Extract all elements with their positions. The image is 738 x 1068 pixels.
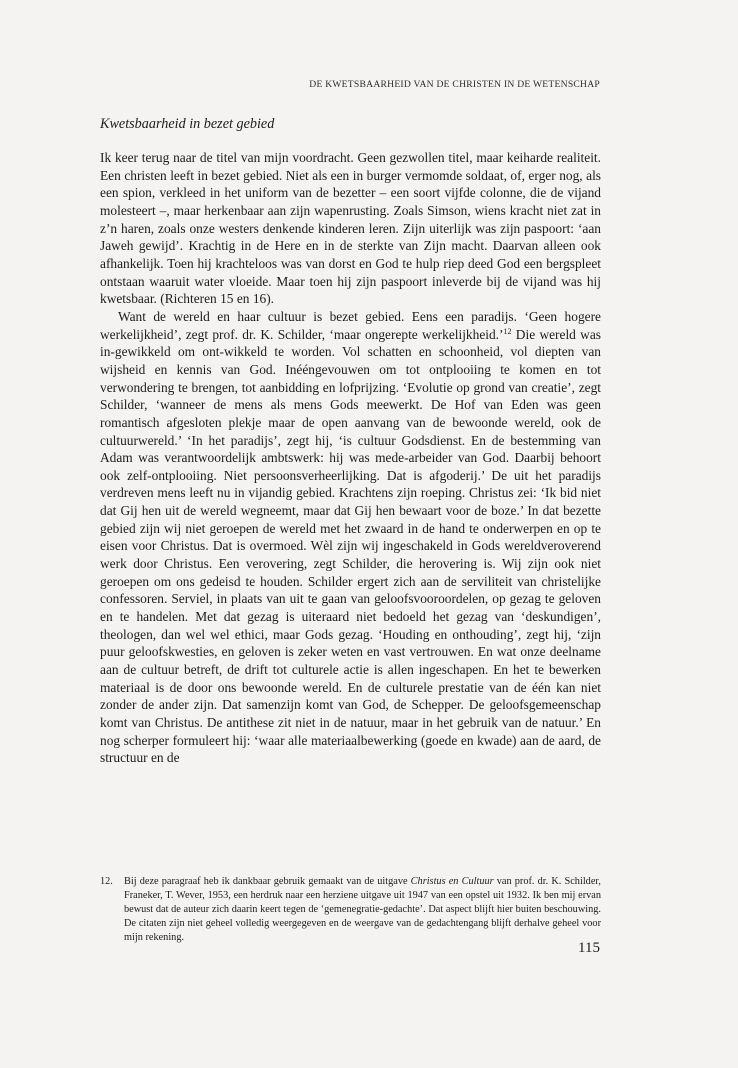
footnote-text	[124, 875, 601, 945]
footnote-number: 12.	[100, 876, 113, 887]
footnote-text-end: van prof. dr. K. Schilder, Franeker, T. Wever, 1953, een herdruk naar een herziene uitgave uit 1947 van een opstel uit 1932. Ik ben mij ervan bewust dat de auteur zich daarin keert tegen de ‘gemenegratie-gedachte’. Dat aspect blijft hier buiten beschouwing. De citaten zijn niet geheel volledig weergegeven en de weergave van de gedachtengang blijft derhalve geheel voor mijn rekening.	[124, 876, 601, 943]
paragraph-2	[100, 308, 601, 767]
footnote-12	[100, 875, 601, 945]
footnote-text-start: Bij deze paragraaf heb ik dankbaar gebruik gemaakt van de uitgave	[124, 876, 411, 887]
running-head: DE KWETSBAARHEID VAN DE CHRISTEN IN DE WETENSCHAP	[309, 79, 600, 90]
footnote-book-title: Christus en Cultuur	[410, 876, 494, 887]
footnote-reference[interactable]: 12	[503, 326, 512, 336]
body-text	[100, 149, 601, 767]
paragraph-2-text-a: Want de wereld en haar cultuur is bezet gebied. Eens een paradijs. ‘Geen hogere werkelijkheid’, zegt prof. dr. K. Schilder, ‘maar ongerepte werkelijkheid.’	[100, 308, 601, 342]
section-title: Kwetsbaarheid in bezet gebied	[100, 116, 275, 132]
paragraph-1: Ik keer terug naar de titel van mijn voordracht. Geen gezwollen titel, maar keiharde realiteit. Een christen leeft in bezet gebied. Niet als een in burger vermomde soldaat, of, erger nog, als een spion, verkleed in het uniform van de bezetter – een soort vijfde colonne, die de vijand molesteert –, maar herkenbaar aan zijn wapenrusting. Zoals Simson, wiens kracht niet zat in z’n haren, zoals onze westers denkende kinderen leren. Zijn uiterlijk was zijn paspoort: ‘aan Jaweh gewijd’. Krachtig in de Here en in de sterkte van Zijn macht. Daarvan alleen ook afhankelijk. Toen hij krachteloos was van dorst en God te hulp riep deed God een bergspleet ontstaan waaruit water vloeide. Maar toen hij zijn paspoort inleverde bij de vijand was hij kwetsbaar. (Richteren 15 en 16).	[100, 150, 601, 307]
page-number: 115	[578, 940, 600, 956]
paragraph-2-text-b: Die wereld was in-gewikkeld om ont-wikkeld te worden. Vol schatten en schoonheid, vol diepten van wijsheid en kennis van God. Inééngevouwen om tot ontplooiing te komen en tot verwondering te brengen, tot aanbidding en lofprijzing. ‘Evolutie op grond van creatie’, zegt Schilder, ‘wanneer de mens als mens Gods meewerkt. De Hof van Eden was geen romantisch afgesloten plekje maar de open aanvang van de bewoonde wereld, ook de cultuurwereld.’ ‘In het paradijs’, zegt hij, ‘is cultuur Godsdienst. En de bestemming van Adam was verantwoordelijk ambtswerk: hij was mede-arbeider van God. Daarbij behoort ook zelf-ontplooiing. Niet persoonsverheerlijking. Dat is afgoderij.’ De uit het paradijs verdreven mens leeft nu in vijandig gebied. Krachtens zijn roeping. Christus zei: ‘Ik bid niet dat Gij hen uit de wereld wegneemt, maar dat Gij hen bewaart voor de boze.’ In dat bezette gebied zijn wij niet geroepen de wereld met het zwaard in de hand te onderwerpen en op te eisen voor Christus. Dat is overmoed. Wèl zijn wij ingeschakeld in Gods wereldveroverend werk door Christus. Een verovering, zegt Schilder, die herovering is. Wij zijn ook niet geroepen om ons gedeisd te houden. Schilder ergert zich aan de serviliteit van christelijke confessoren. Serviel, in plaats van uit te gaan van geloofsvooroordelen, op gezag te geloven en te handelen. Met dat gezag is uiteraard niet bedoeld het gezag van ‘deskundigen’, theologen, dan wel wel ethici, maar Gods gezag. ‘Houding en onthouding’, zegt hij, ‘zijn puur geloofskwesties, en geloven is zeker weten en vast vertrouwen. En wat onze deelname aan de cultuur betreft, de drift tot culturele actie is allen ingeschapen. En het te bewerken materiaal is de door ons bewoonde wereld. En de culturele prestatie van de één kan niet zonder de ander zijn. Dat samenzijn komt van God, de Schepper. De geloofsgemeenschap komt van Christus. De antithese zit niet in de natuur, maar in het gebruik van de natuur.’ En nog scherper formuleert hij: ‘waar alle materiaalbewerking (goede en kwade) aan de aard, de structuur en de	[100, 326, 602, 766]
